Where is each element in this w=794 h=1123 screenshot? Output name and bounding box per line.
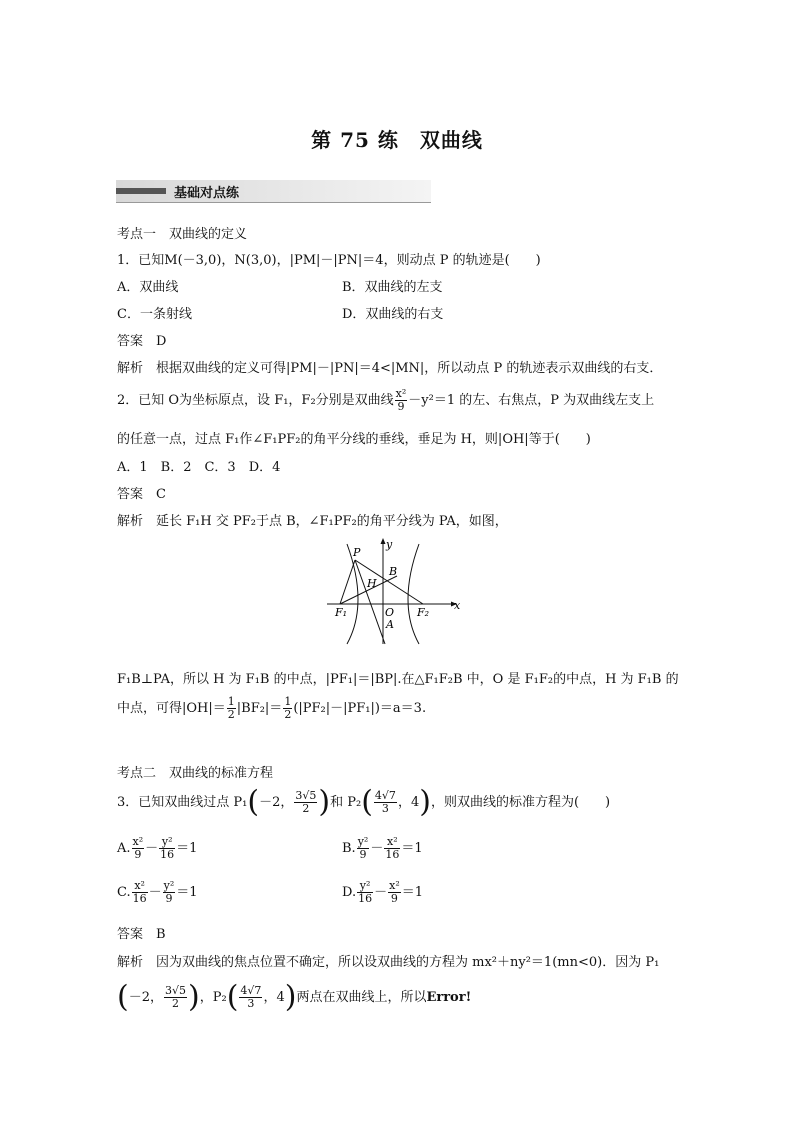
y-arrow-icon xyxy=(381,538,386,544)
opt-a-d1: 9 xyxy=(134,848,142,861)
opt-d-end: ＝1 xyxy=(401,885,424,900)
kp1-heading: 考点一 双曲线的定义 xyxy=(117,227,248,242)
q1-analysis: 解析 根据双曲线的定义可得|PM|－|PN|＝4<|MN|，所以动点 P 的轨迹表示双曲线的右支． xyxy=(117,361,663,376)
q3-p1-fraction xyxy=(294,790,317,815)
q2-answer: 答案 C xyxy=(117,487,166,502)
opt-b-end: ＝1 xyxy=(401,841,423,856)
q2-options: A．1 B．2 C．3 D．4 xyxy=(117,460,281,475)
q1-option-c: C．一条射线 xyxy=(117,307,192,322)
opt-c-mid: － xyxy=(148,885,162,900)
opt-a-end: ＝1 xyxy=(176,841,198,856)
q3-p2-num: 4√7 xyxy=(374,789,396,802)
opt-d-n1: y² xyxy=(357,880,373,893)
q2-frac-num: x² xyxy=(395,387,407,400)
opt-d-f2 xyxy=(388,880,401,905)
paren-open-3: ( xyxy=(117,979,129,1015)
page-title: 第 75 练 双曲线 xyxy=(311,128,483,152)
a2-num-2: 4√7 xyxy=(240,984,262,997)
label-f2: F₂ xyxy=(417,606,430,619)
half-fraction-2 xyxy=(283,696,292,721)
bisector-pa xyxy=(355,560,385,644)
opt-b-pre: B. xyxy=(342,841,356,856)
opt-a-f1 xyxy=(132,836,145,861)
section-band xyxy=(116,180,431,202)
opt-d-n2: x² xyxy=(389,879,400,892)
q3-answer: 答案 B xyxy=(117,927,166,942)
a2-tail: 两点在双曲线上，所以 xyxy=(296,990,427,1005)
label-x: x xyxy=(454,599,461,612)
opt-a-d2: 16 xyxy=(160,848,175,861)
a2-num-1: 3√5 xyxy=(165,984,187,997)
q2-explain-a: 中点，可得|OH|＝ xyxy=(117,701,226,716)
half-den-2: 2 xyxy=(284,708,292,721)
q3-analysis-line2 xyxy=(117,979,472,1015)
opt-c-n2: y² xyxy=(163,879,175,892)
label-f1: F₁ xyxy=(335,606,348,619)
a2-fraction-1 xyxy=(164,985,187,1010)
label-p: P xyxy=(353,546,361,559)
opt-d-d2: 9 xyxy=(390,892,398,905)
opt-c-pre: C. xyxy=(117,885,131,900)
q2-stem-a: 2．已知 O为坐标原点，设 F₁，F₂分别是双曲线 xyxy=(117,393,394,408)
q2-stem-b: －y²＝1 的左、右焦点，P 为双曲线左支上 xyxy=(408,393,655,408)
paren-close-4: ) xyxy=(284,979,297,1015)
opt-b-f1 xyxy=(357,836,370,861)
q2-frac-den: 9 xyxy=(397,400,405,413)
paren-open-1: ( xyxy=(247,784,260,820)
opt-b-f2 xyxy=(384,836,400,861)
half-num-2: 1 xyxy=(284,695,292,708)
q1-option-d: D．双曲线的右支 xyxy=(342,307,444,322)
q3-option-c xyxy=(117,880,198,905)
opt-c-d1: 16 xyxy=(132,892,147,905)
paren-open-4: ( xyxy=(226,979,239,1015)
kp2-heading: 考点二 双曲线的标准方程 xyxy=(117,766,274,781)
a2-x: －2， xyxy=(128,990,163,1005)
q3-p2-fraction xyxy=(374,790,397,815)
paren-close-2: ) xyxy=(419,784,431,820)
opt-c-n1: x² xyxy=(132,880,148,893)
q3-p1-num: 3√5 xyxy=(295,789,317,802)
q3-analysis-line1: 解析 因为双曲线的焦点位置不确定，所以设双曲线的方程为 mx²＋ny²＝1(mn<0)．因为 P₁ xyxy=(117,955,660,970)
a2-p2: ，P₂ xyxy=(199,990,227,1005)
q1-option-b: B．双曲线的左支 xyxy=(342,280,443,295)
q2-stem-line1 xyxy=(117,388,654,413)
q3-option-b xyxy=(342,836,423,861)
error-text: Error! xyxy=(426,990,472,1005)
q3-p2-y: ，4 xyxy=(397,795,420,810)
opt-a-pre: A. xyxy=(117,841,131,856)
opt-b-n2: x² xyxy=(384,836,400,849)
label-h: H xyxy=(367,577,377,590)
a2-fraction-2 xyxy=(239,985,262,1010)
q3-stem xyxy=(117,784,611,820)
opt-b-d2: 16 xyxy=(385,848,400,861)
q2-fraction xyxy=(395,388,408,413)
q2-explain-line2 xyxy=(117,696,426,721)
opt-a-f2 xyxy=(159,836,175,861)
opt-a-n1: x² xyxy=(132,835,144,848)
right-branch xyxy=(408,544,419,644)
paren-close-3: ) xyxy=(188,979,200,1015)
q2-explain-c: (|PF₂|－|PF₁|)＝a＝3. xyxy=(293,701,427,716)
label-y: y xyxy=(386,538,393,551)
q1-option-a: A．双曲线 xyxy=(117,280,179,295)
q2-explain-b: |BF₂|＝ xyxy=(236,701,283,716)
half-fraction-1 xyxy=(227,696,236,721)
band-underline xyxy=(116,202,431,203)
label-a: A xyxy=(386,618,394,631)
q3-p1-x: －2， xyxy=(259,795,294,810)
a2-y: ，4 xyxy=(263,990,285,1005)
opt-d-mid: － xyxy=(374,885,388,900)
opt-d-d1: 16 xyxy=(358,892,373,905)
q3-p2-den: 3 xyxy=(381,802,389,815)
half-den-1: 2 xyxy=(227,708,235,721)
q1-answer: 答案 D xyxy=(117,334,167,349)
opt-b-n1: y² xyxy=(357,835,369,848)
left-branch xyxy=(347,544,358,644)
q3-option-a xyxy=(117,836,197,861)
q2-explain-line1: F₁B⊥PA，所以 H 为 F₁B 的中点，|PF₁|＝|BP|.在△F₁F₂B 中，O 是 F₁F₂的中点，H 为 F₁B 的 xyxy=(117,672,679,687)
opt-d-f1 xyxy=(357,880,373,905)
paren-close-1: ) xyxy=(318,784,331,820)
q3-p1-den: 2 xyxy=(302,802,310,815)
q3-option-d xyxy=(342,880,423,905)
opt-b-d1: 9 xyxy=(359,848,367,861)
q3-stem-c: ，则双曲线的标准方程为( ) xyxy=(430,795,611,810)
a2-den-2: 3 xyxy=(247,997,255,1010)
band-bar xyxy=(116,188,166,194)
half-num-1: 1 xyxy=(227,695,235,708)
opt-a-n2: y² xyxy=(159,836,175,849)
opt-c-end: ＝1 xyxy=(176,885,198,900)
opt-a-mid: － xyxy=(145,841,159,856)
q2-analysis: 解析 延长 F₁H 交 PF₂于点 B，∠F₁PF₂的角平分线为 PA，如图， xyxy=(117,514,508,529)
label-b: B xyxy=(389,565,398,578)
q3-stem-b: 和 P₂ xyxy=(330,795,362,810)
opt-d-pre: D. xyxy=(342,885,357,900)
paren-open-2: ( xyxy=(361,784,373,820)
q3-stem-a: 3．已知双曲线过点 P₁ xyxy=(117,795,248,810)
hyperbola-figure xyxy=(325,536,465,646)
opt-c-f1 xyxy=(132,880,148,905)
q2-stem-line2: 的任意一点，过点 F₁作∠F₁PF₂的角平分线的垂线，垂足为 H，则|OH|等于( ) xyxy=(117,432,591,447)
q1-stem: 1．已知M(－3,0)，N(3,0)，|PM|－|PN|＝4，则动点 P 的轨迹是( ) xyxy=(117,253,541,268)
opt-c-d2: 9 xyxy=(165,892,173,905)
opt-b-mid: － xyxy=(370,841,384,856)
opt-c-f2 xyxy=(163,880,176,905)
section-band-label: 基础对点练 xyxy=(174,186,240,201)
a2-den-1: 2 xyxy=(172,997,179,1010)
label-o: O xyxy=(385,606,395,619)
